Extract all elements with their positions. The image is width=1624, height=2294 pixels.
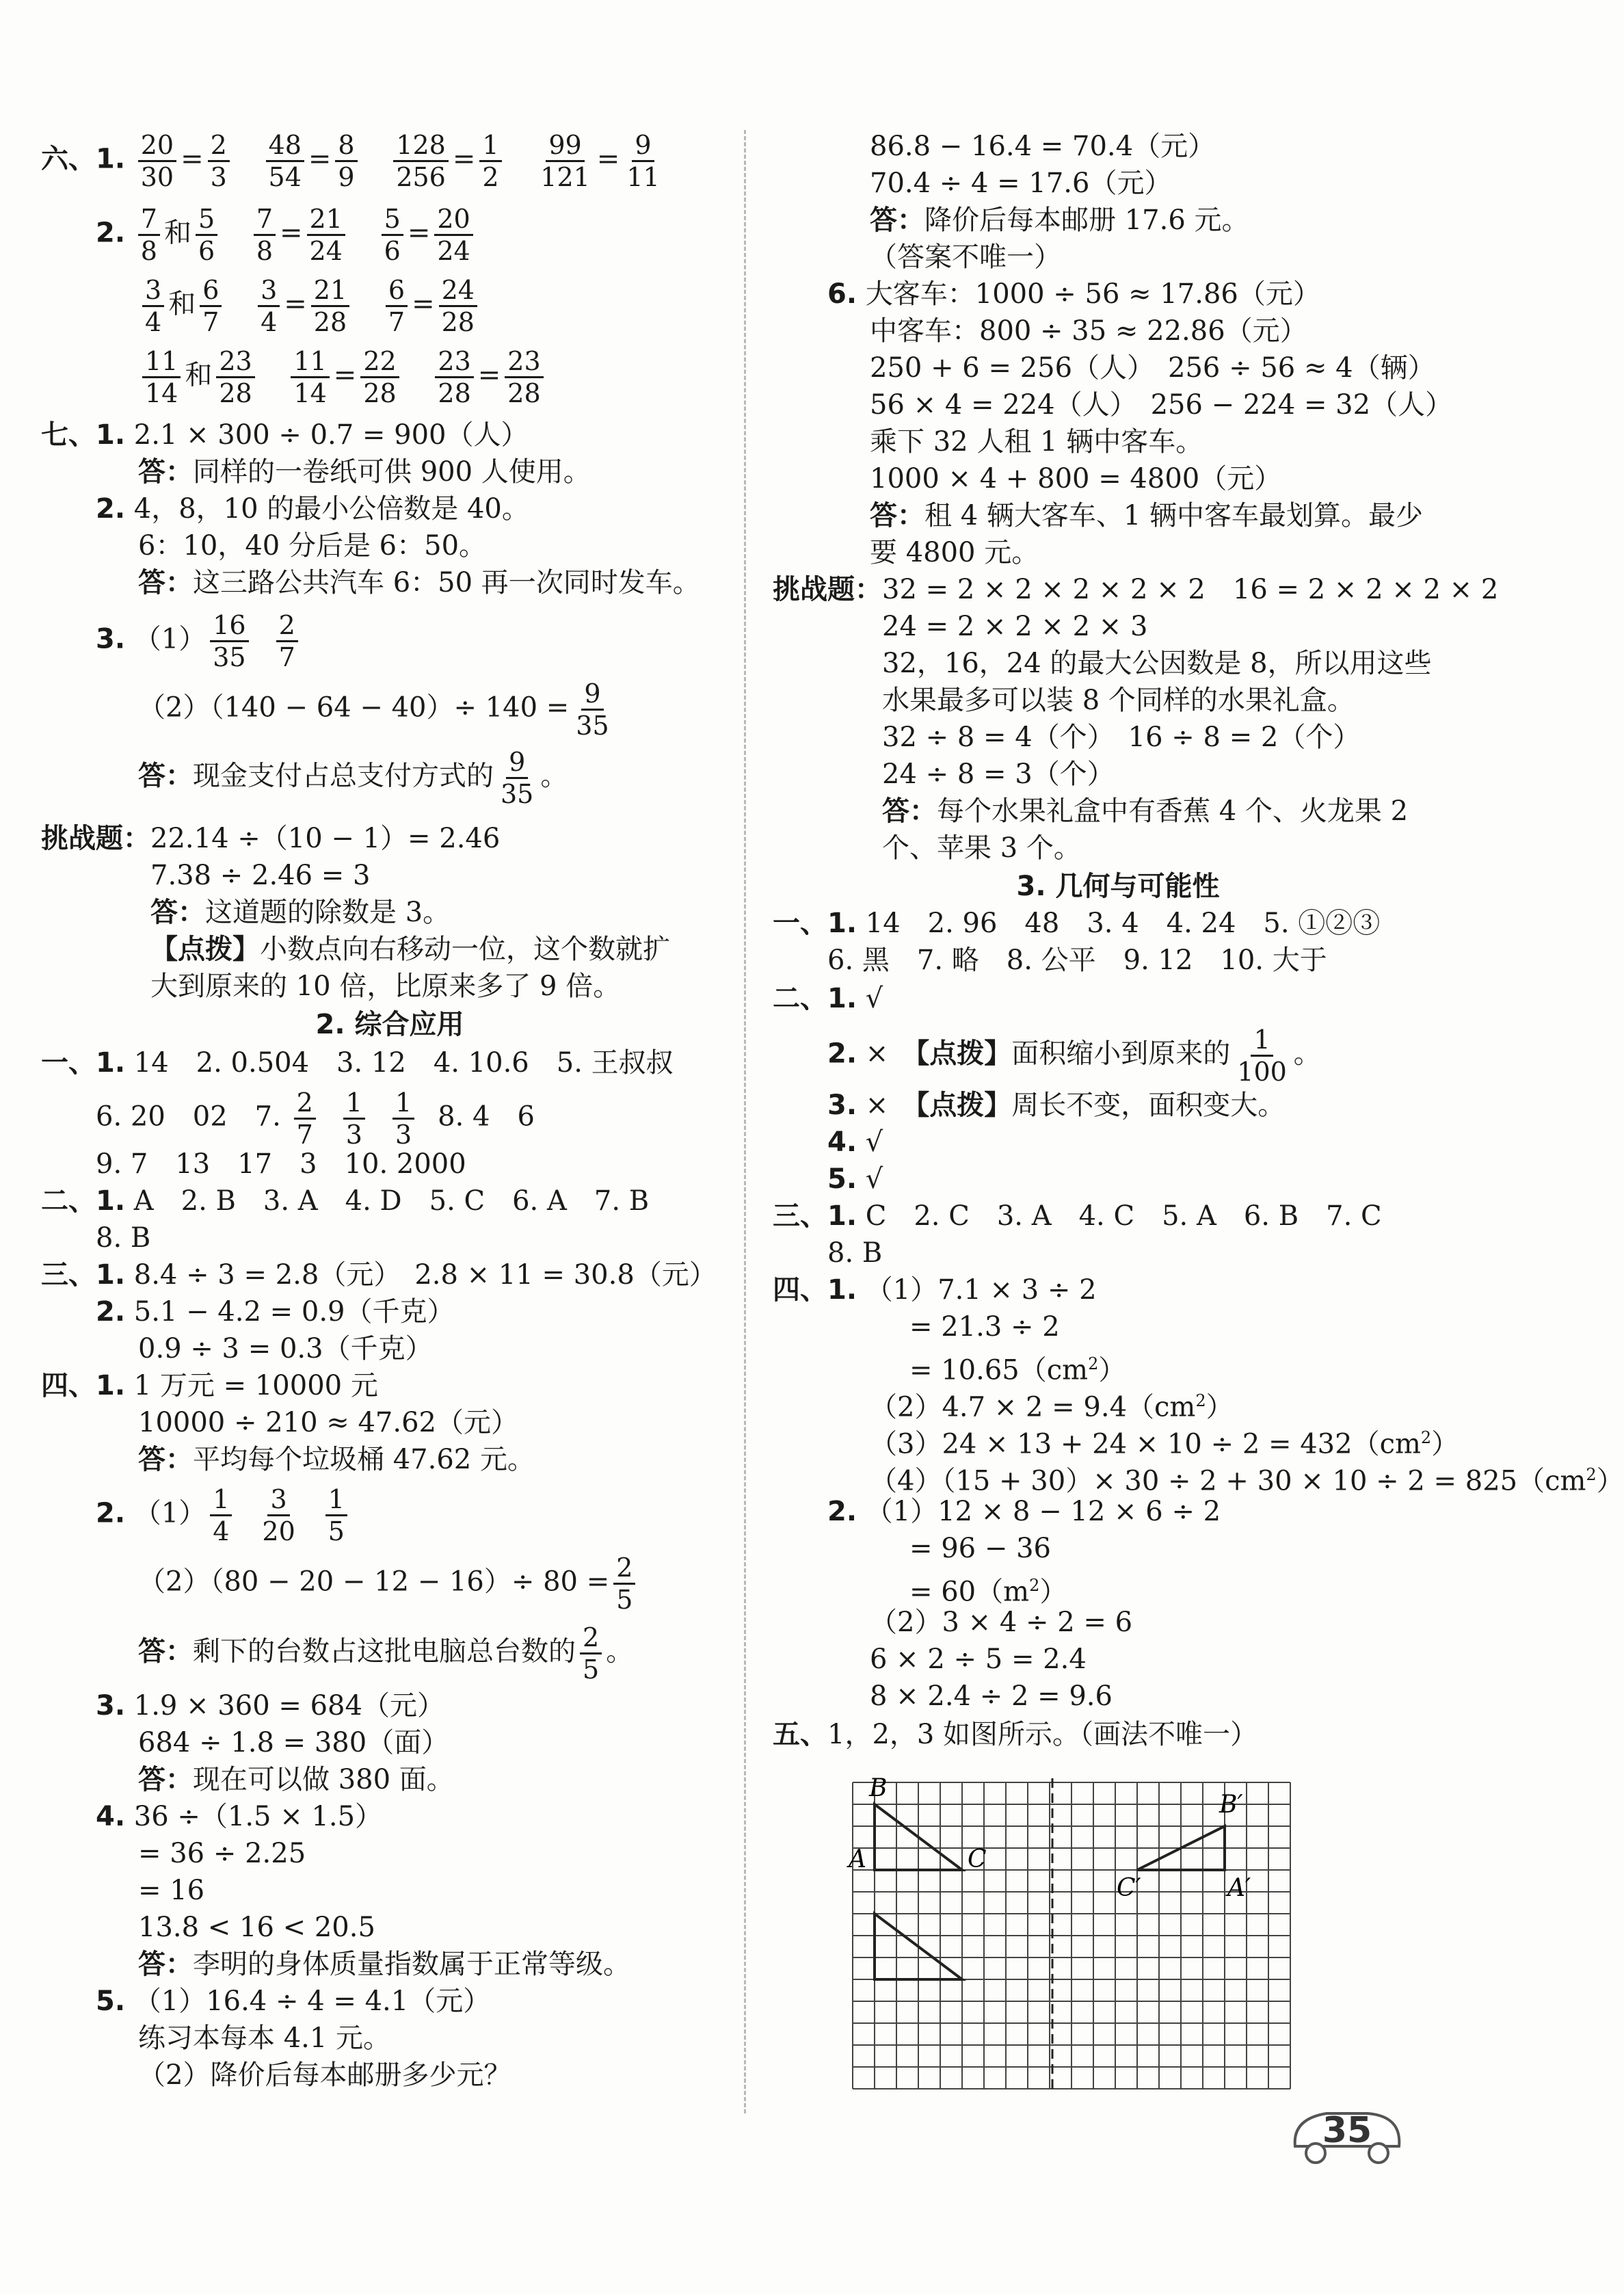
r-line: 6. 黑 7. 略 8. 公平 9. 12 10. 大于 <box>827 945 1327 976</box>
fraction: $\frac{1}{2}$ <box>479 130 501 192</box>
q7-1: 七、1. 2.1 × 300 ÷ 0.7 = 900（人） <box>41 419 529 451</box>
r-line: = 96 − 36 <box>909 1533 1051 1564</box>
r-answer: 答：租 4 辆大客车、1 辆中客车最划算。最少 <box>870 500 1424 531</box>
r-line: $(3)24 \times 13 + 24 \times 10 \div 2 = 432(cm^2)$ <box>870 1428 1459 1460</box>
page-number: 35 <box>1322 2110 1372 2151</box>
q7-3: 3. （1） $\frac{16}{35}$ $\frac{2}{7}$ <box>96 610 302 672</box>
challenge-1: 挑战题：22.14 ÷（10 − 1）= 2.46 <box>41 823 501 854</box>
r-line: （答案不唯一） <box>870 241 1061 273</box>
fraction: $\frac{48}{54}$ <box>266 130 304 192</box>
s2-q4o: 5. （1）16.4 ÷ 4 = 4.1（元） <box>96 1986 491 2017</box>
s2-q2a: 二、1. A 2. B 3. A 4. D 5. C 6. A 7. B <box>41 1185 650 1217</box>
page-number-badge <box>1286 2098 1409 2174</box>
r-line: = 21.3 ÷ 2 <box>909 1311 1060 1343</box>
fraction: $\frac{128}{256}$ <box>393 130 449 192</box>
r-line: 70.4 ÷ 4 = 17.6（元） <box>870 168 1172 199</box>
fraction: $\frac{2}{3}$ <box>208 130 230 192</box>
label-c-prime: C′ <box>1117 1874 1141 1902</box>
fraction: $\frac{8}{9}$ <box>335 130 357 192</box>
r-challenge: 挑战题：32 = 2 × 2 × 2 × 2 × 2 16 = 2 × 2 × 2 × 2 <box>773 574 1499 605</box>
q6-2c: $\frac{11}{14}$ 和 $\frac{23}{28}$ $\frac{11}{14}$ = $\frac{22}{28}$ $\frac{23}{28}$ = $\frac{23}{28}$ <box>138 346 548 408</box>
r-line: 水果最多可以装 8 个同样的水果礼盒。 <box>882 685 1355 716</box>
fraction: $\frac{99}{121}$ <box>540 130 590 192</box>
q7-1-answer: 答：同样的一卷纸可供 900 人使用。 <box>138 456 591 488</box>
s2-q4m: 13.8 < 16 < 20.5 <box>138 1912 375 1943</box>
s2-q4q: （2）降价后每本邮册多少元？ <box>138 2059 511 2091</box>
r-s3-q2-2: 2. × 【点拨】面积缩小到原来的 $\frac{1}{100}$ 。 <box>827 1025 1321 1087</box>
section-3-heading: 3. 几何与可能性 <box>1016 871 1220 902</box>
s2-q3a: 三、1. 8.4 ÷ 3 = 2.8（元） 2.8 × 11 = 30.8（元） <box>41 1259 717 1291</box>
q7-2-answer: 答：这三路公共汽车 6：50 再一次同时发车。 <box>138 567 700 598</box>
r-s3-q2-3: 3. × 【点拨】周长不变，面积变大。 <box>827 1090 1286 1121</box>
r-line: 56 × 4 = 224（人） 256 − 224 = 32（人） <box>870 389 1453 421</box>
r-s3-q1: 一、1. 14 2. 96 48 3. 4 4. 24 5. ①②③ <box>773 908 1381 939</box>
challenge-1-answer: 答：这道题的除数是 3。 <box>150 897 451 928</box>
r-answer: 答：降价后每本邮册 17.6 元。 <box>870 205 1249 236</box>
q7-3-answer: 答：现金支付占总支付方式的 $\frac{9}{35}$ 。 <box>138 747 568 809</box>
label-b: B <box>869 1774 888 1802</box>
s2-q4g: 3. 1.9 × 360 = 684（元） <box>96 1690 444 1722</box>
label-c: C <box>968 1845 987 1873</box>
s2-q3c: 0.9 ÷ 3 = 0.3（千克） <box>138 1333 433 1364</box>
r-s3-q4: 四、1. （1）7.1 × 3 ÷ 2 <box>773 1274 1097 1306</box>
q6-2a: 2. $\frac{7}{8}$ 和 $\frac{5}{6}$ $\frac{7}{8}$ = $\frac{21}{24}$ $\frac{5}{6}$ = $\frac{20}{24}$ <box>96 204 477 266</box>
s2-q2b: 8. B <box>96 1222 151 1254</box>
r-line: 乘下 32 人租 1 辆中客车。 <box>870 426 1203 458</box>
r-line: （2）3 × 4 ÷ 2 = 6 <box>870 1607 1133 1638</box>
r-line: 24 = 2 × 2 × 2 × 3 <box>882 611 1148 642</box>
r-line: 32，16，24 的最大公因数是 8，所以用这些 <box>882 648 1432 679</box>
s2-q4l: = 16 <box>138 1875 205 1906</box>
q7-2-line2: 6：10，40 分后是 6：50。 <box>138 530 487 562</box>
s2-q4n: 答：李明的身体质量指数属于正常等级。 <box>138 1949 630 1980</box>
r-line: 32 ÷ 8 = 4（个） 16 ÷ 8 = 2（个） <box>882 722 1361 753</box>
r-answer: 答：每个水果礼盒中有香蕉 4 个、火龙果 2 <box>882 795 1409 827</box>
r-s3-q5: 五、1，2，3 如图所示。（画法不唯一） <box>773 1719 1258 1750</box>
r-line: 8. B <box>827 1237 883 1269</box>
s2-q3b: 2. 5.1 − 4.2 = 0.9（千克） <box>96 1296 455 1328</box>
q6-2b: $\frac{3}{4}$ 和 $\frac{6}{7}$ $\frac{3}{4}$ = $\frac{21}{28}$ $\frac{6}{7}$ = $\frac{24}{28}$ <box>138 275 481 337</box>
s2-q4h: 684 ÷ 1.8 = 380（面） <box>138 1727 449 1758</box>
fraction: $\frac{20}{30}$ <box>138 130 176 192</box>
r-line: 个、苹果 3 个。 <box>882 832 1081 864</box>
r-line: 250 + 6 = 256（人） 256 ÷ 56 ≈ 4（辆） <box>870 352 1435 384</box>
challenge-1-tip: 【点拨】小数点向右移动一位，这个数就扩 <box>150 934 670 965</box>
s2-q4b: 10000 ÷ 210 ≈ 47.62（元） <box>138 1407 518 1438</box>
r-line: 要 4800 元。 <box>870 537 1039 568</box>
q7-3-part2: （2）（140 − 64 − 40）÷ 140 = $\frac{9}{35}$ <box>138 678 609 741</box>
r-line: $(2)4.7 \times 2 = 9.4(cm^2)$ <box>870 1391 1234 1423</box>
r-line: 中客车：800 ÷ 35 ≈ 22.86（元） <box>870 315 1307 347</box>
q6-1: 六、1. $\frac{20}{30}$ = $\frac{2}{3}$ $\frac{48}{54}$ = $\frac{8}{9}$ $\frac{128}{256}$ = $\frac{1}{2}$ $\frac{99}{121}$ = $\frac{9}{11}$ <box>41 130 667 192</box>
r-s3-q3: 三、1. C 2. C 3. A 4. C 5. A 6. B 7. C <box>773 1200 1382 1232</box>
s2-q1c: 9. 7 13 17 3 10. 2000 <box>96 1148 466 1180</box>
r-s3-q4-2: 2. （1）12 × 8 − 12 × 6 ÷ 2 <box>827 1496 1221 1527</box>
challenge-1-tip2: 大到原来的 10 倍，比原来多了 9 倍。 <box>150 971 621 1002</box>
r-line: 6 × 2 ÷ 5 = 2.4 <box>870 1644 1087 1675</box>
r-line: = $60(m^2)$ <box>909 1576 1067 1608</box>
fraction: $\frac{9}{11}$ <box>626 130 660 192</box>
r-s3-q2-1: 二、1. √ <box>773 983 883 1014</box>
section-2-heading: 2. 综合应用 <box>315 1009 464 1040</box>
s2-q4d: 2. （1） $\frac{1}{4}$ $\frac{3}{20}$ $\frac{1}{5}$ <box>96 1484 351 1546</box>
s2-q4j: 4. 36 ÷（1.5 × 1.5） <box>96 1801 383 1832</box>
s2-q4e: （2）（80 − 20 − 12 − 16）÷ 80 = $\frac{2}{5}$ <box>138 1553 639 1615</box>
s2-q4k: = 36 ÷ 2.25 <box>138 1838 306 1869</box>
r-s3-q2-5: 5. √ <box>827 1163 883 1195</box>
grid-figure <box>844 1774 1323 2093</box>
r-line: 1000 × 4 + 800 = 4800（元） <box>870 463 1282 495</box>
s2-q1b: 6. 20 02 7. $\frac{2}{7}$ $\frac{1}{3}$ $\frac{1}{3}$ 8. 4 6 <box>96 1087 535 1150</box>
label-a: A <box>849 1845 866 1873</box>
challenge-1-line2: 7.38 ÷ 2.46 = 3 <box>150 860 371 891</box>
s2-q4a: 四、1. 1 万元 = 10000 元 <box>41 1370 378 1401</box>
label-a-prime: A′ <box>1227 1874 1251 1902</box>
s2-q4f: 答：剩下的台数占这批电脑总台数的 $\frac{2}{5}$ 。 <box>138 1622 634 1685</box>
r-line: 86.8 − 16.4 = 70.4（元） <box>870 131 1216 162</box>
r-line: 24 ÷ 8 = 3（个） <box>882 759 1115 790</box>
s2-q4c: 答：平均每个垃圾桶 47.62 元。 <box>138 1444 535 1475</box>
column-divider <box>744 130 746 2113</box>
s2-q4i: 答：现在可以做 380 面。 <box>138 1764 454 1795</box>
r-line: 8 × 2.4 ÷ 2 = 9.6 <box>870 1680 1113 1712</box>
s2-q1a: 一、1. 14 2. 0.504 3. 12 4. 10.6 5. 王叔叔 <box>41 1047 674 1079</box>
s2-q4p: 练习本每本 4.1 元。 <box>138 2022 391 2054</box>
r-s3-q2-4: 4. √ <box>827 1126 883 1158</box>
r-line: = $10.65(cm^2)$ <box>909 1354 1126 1386</box>
q7-2: 2. 4，8，10 的最小公倍数是 40。 <box>96 493 529 525</box>
r-q6: 6. 大客车：1000 ÷ 56 ≈ 17.86（元） <box>827 278 1320 310</box>
label-b-prime: B′ <box>1219 1791 1243 1819</box>
r-line: $(4)(15 + 30)\times 30 \div 2 + 30 \times 10 \div 2 = 825(cm^2)$ <box>870 1465 1624 1497</box>
